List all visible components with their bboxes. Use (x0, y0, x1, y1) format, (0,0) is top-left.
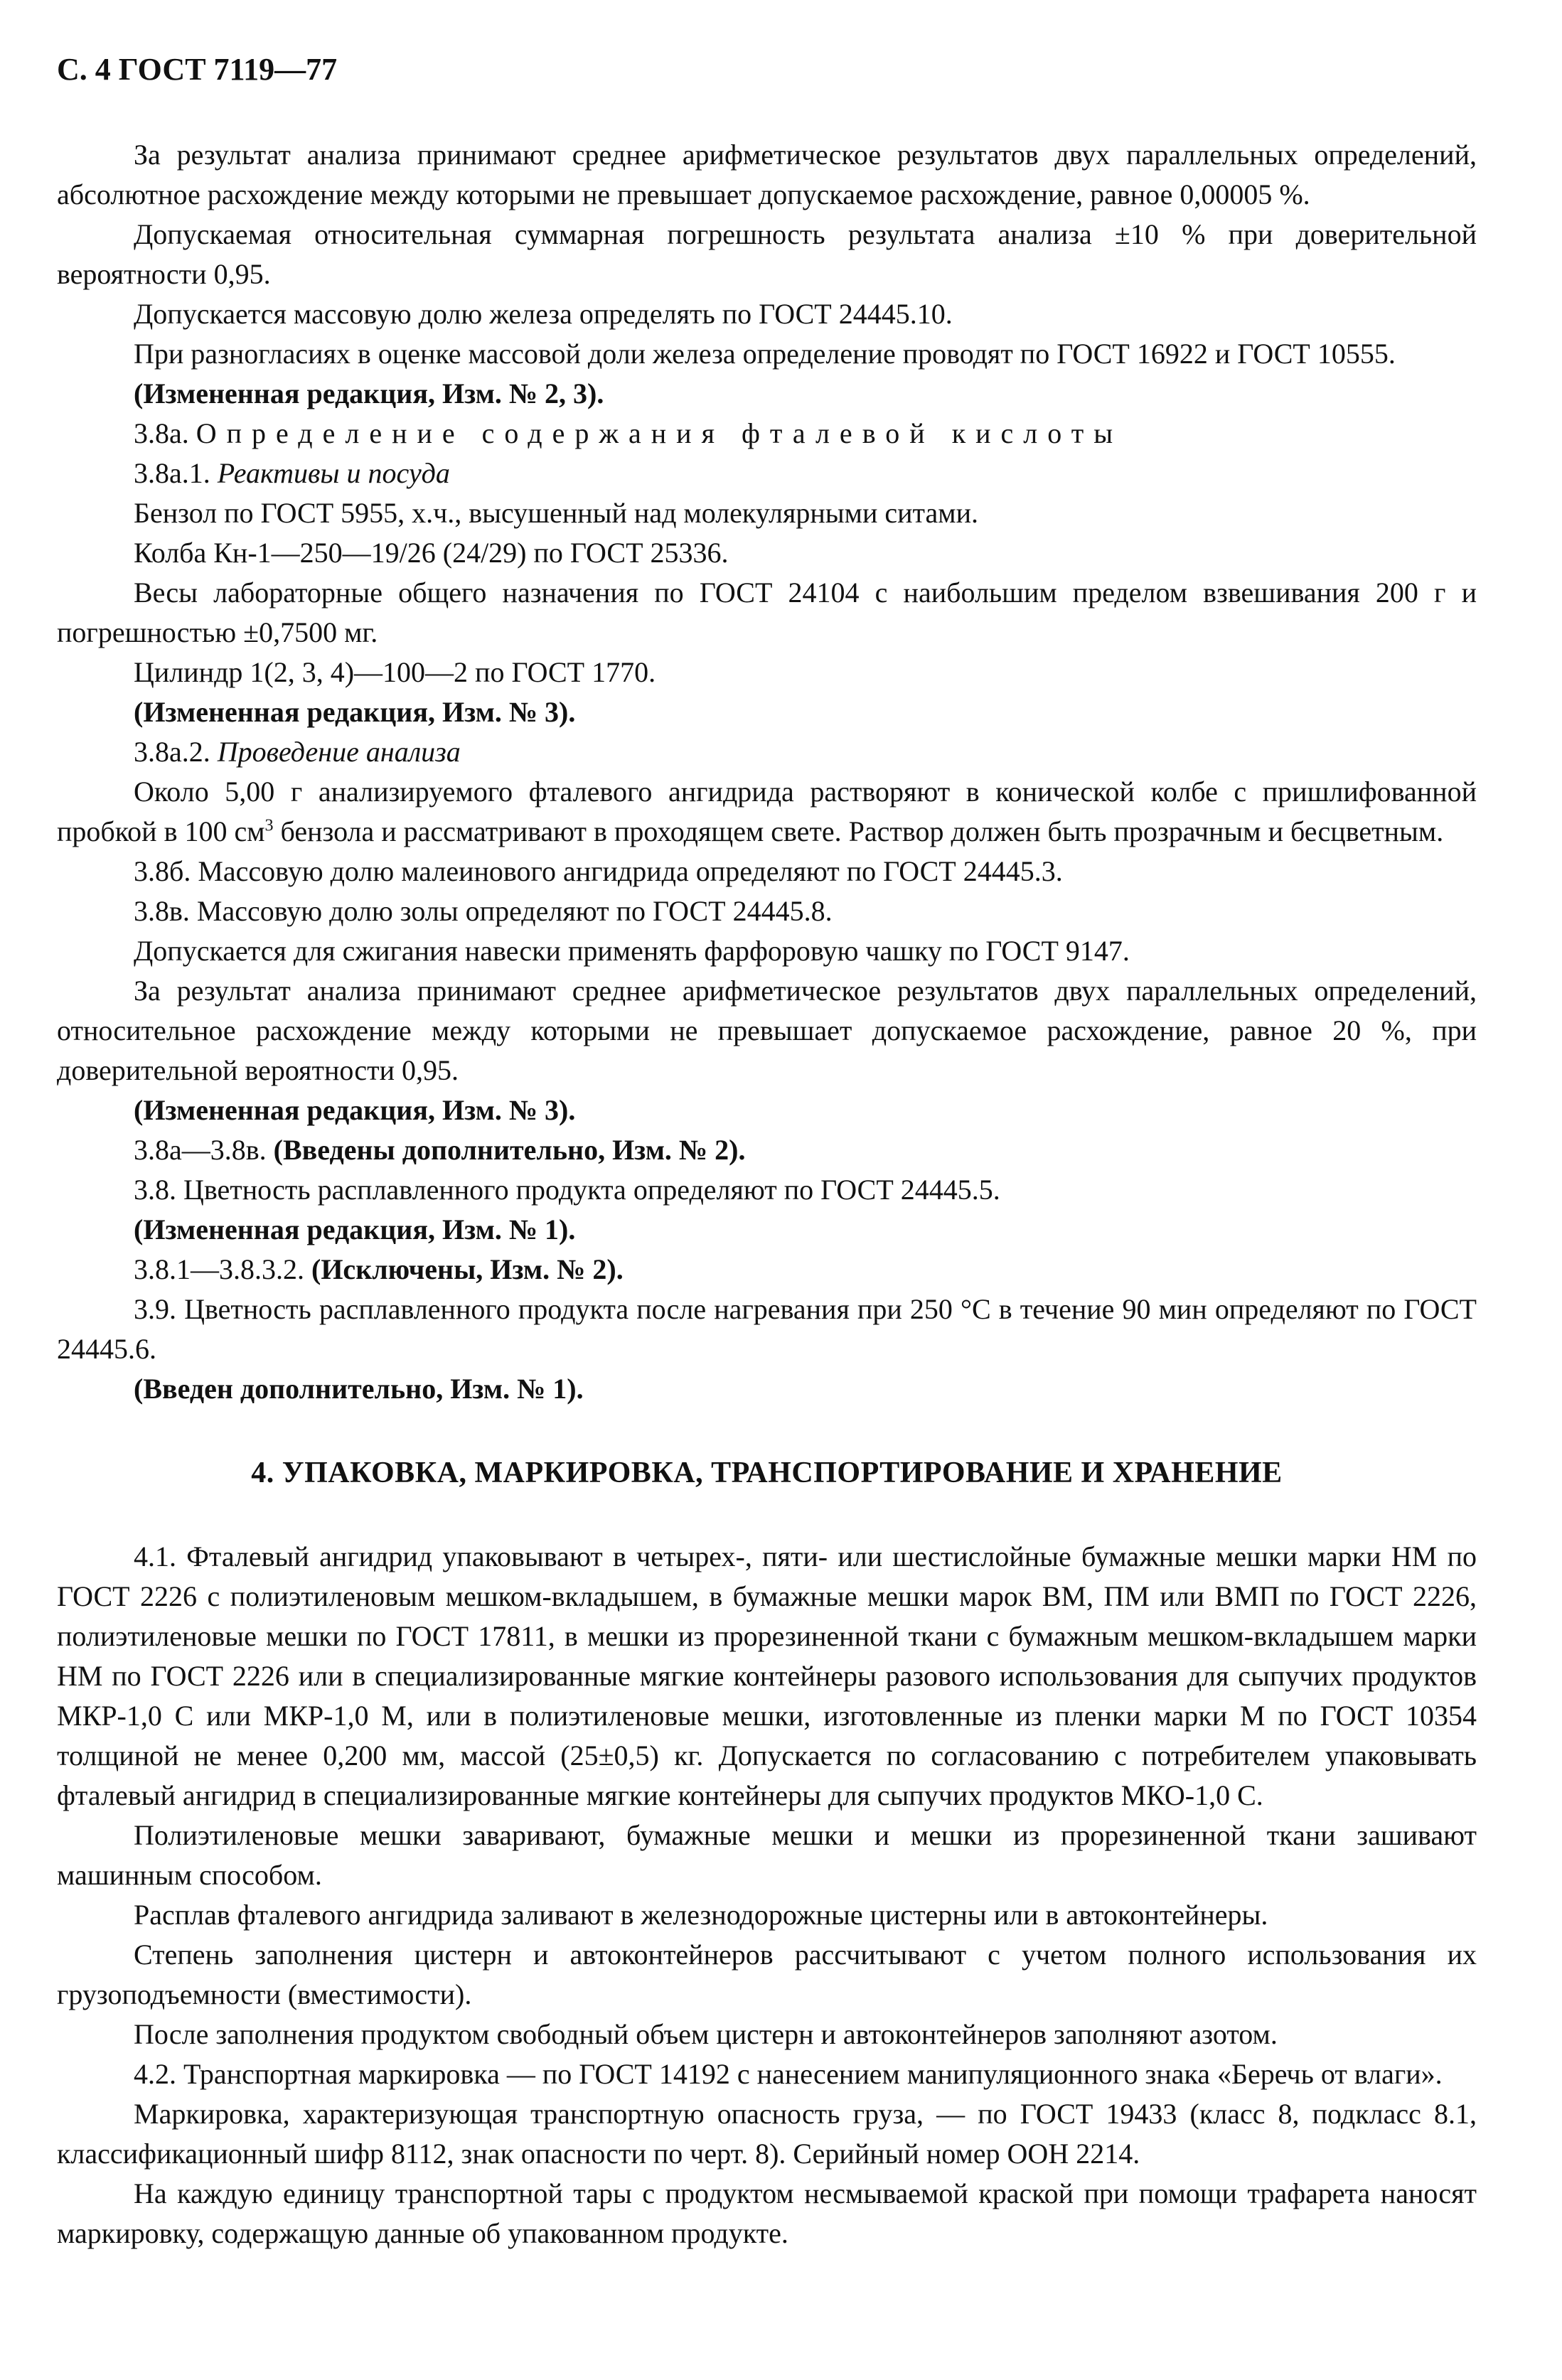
paragraph: Полиэтиленовые мешки заваривают, бумажные мешки и мешки из прорезиненной ткани зашивают машинным способом. (57, 1819, 1477, 1891)
text-part: Около 5,00 г анализируемого фталевого ангидрида растворяют в конической колбе с пришлифованной пробкой в 100 см (57, 776, 1477, 847)
paragraph: 3.8б. Массовую долю малеинового ангидрида определяют по ГОСТ 24445.3. (134, 855, 1063, 887)
paragraph: 4.1. Фталевый ангидрид упаковывают в четырех-, пяти- или шестислойные бумажные мешки марки НМ по ГОСТ 2226 с полиэтиленовым мешком-вкладышем, в бумажные мешки марок ВМ, ПМ или ВМП по ГОСТ 2226, полиэтиленовые мешки по ГОСТ 17811, в мешки из прорезиненной ткани с бумажным мешком-вкладышем марки НМ по ГОСТ 2226 или в специализированные мягкие контейнеры разового использования для сыпучих продуктов МКР-1,0 С или МКР-1,0 М, или в полиэтиленовые мешки, изготовленные из пленки марки М по ГОСТ 10354 толщиной не менее 0,200 мм, массой (25±0,5) кг. Допускается по согласованию с потребителем упаковывать фталевый ангидрид в специализированные мягкие контейнеры для сыпучих продуктов МКО-1,0 С. (57, 1540, 1477, 1811)
paragraph (57, 772, 1477, 852)
amendment-note: (Измененная редакция, Изм. № 3). (134, 1094, 576, 1126)
paragraph: Цилиндр 1(2, 3, 4)—100—2 по ГОСТ 1770. (134, 656, 656, 688)
paragraph: На каждую единицу транспортной тары с продуктом несмываемой краской при помощи трафарета наносят маркировку, содержащую данные об упакованном продукте. (57, 2177, 1477, 2249)
amendment-note (57, 1130, 1477, 1170)
clause-range: 3.8а—3.8в. (134, 1134, 267, 1166)
amendment-note: (Измененная редакция, Изм. № 2, 3). (134, 377, 604, 409)
paragraph: Допускается массовую долю железа определять по ГОСТ 24445.10. (134, 298, 953, 330)
paragraph: 3.9. Цветность расплавленного продукта после нагревания при 250 °С в течение 90 мин определяют по ГОСТ 24445.6. (57, 1293, 1477, 1365)
subclause-heading (57, 454, 1477, 493)
page-header: С. 4 ГОСТ 7119—77 (57, 52, 338, 87)
clause-range: 3.8.1—3.8.3.2. (134, 1253, 304, 1285)
clause-heading (57, 414, 1477, 454)
subclause-title: Проведение анализа (217, 736, 461, 768)
clause-number: 3.8а. (134, 417, 189, 449)
text-part: бензола и рассматривают в проходящем свете. Раствор должен быть прозрачным и бесцветным. (273, 815, 1444, 847)
paragraph: Допускаемая относительная суммарная погрешность результата анализа ±10 % при доверительной вероятности 0,95. (57, 218, 1477, 290)
amendment-text: (Исключены, Изм. № 2). (311, 1253, 624, 1285)
subclause-heading (57, 732, 1477, 772)
subclause-title: Реактивы и посуда (217, 457, 450, 489)
clause-title: Определение содержания фталевой кислоты (196, 417, 1123, 449)
paragraph: После заполнения продуктом свободный объем цистерн и автоконтейнеров заполняют азотом. (134, 2018, 1278, 2050)
paragraph: 4.2. Транспортная маркировка — по ГОСТ 14192 с нанесением манипуляционного знака «Беречь от влаги». (134, 2058, 1443, 2090)
amendment-text: (Введены дополнительно, Изм. № 2). (273, 1134, 746, 1166)
paragraph: При разногласиях в оценке массовой доли железа определение проводят по ГОСТ 16922 и ГОСТ 10555. (134, 338, 1396, 370)
amendment-note: (Измененная редакция, Изм. № 1). (134, 1213, 576, 1245)
paragraph: За результат анализа принимают среднее арифметическое результатов двух параллельных определений, абсолютное расхождение между которыми не превышает допускаемое расхождение, равное 0,00005 %. (57, 139, 1477, 210)
amendment-note: (Введен дополнительно, Изм. № 1). (134, 1373, 584, 1405)
subclause-number: 3.8а.1. (134, 457, 210, 489)
paragraph: 3.8в. Массовую долю золы определяют по ГОСТ 24445.8. (134, 895, 833, 927)
paragraph: Маркировка, характеризующая транспортную опасность груза, — по ГОСТ 19433 (класс 8, подкласс 8.1, классификационный шифр 8112, знак опасности по черт. 8). Серийный номер ООН 2214. (57, 2098, 1477, 2170)
paragraph: Колба Кн-1—250—19/26 (24/29) по ГОСТ 25336. (134, 537, 729, 569)
section-heading: 4. УПАКОВКА, МАРКИРОВКА, ТРАНСПОРТИРОВАНИЕ И ХРАНЕНИЕ (251, 1457, 1283, 1489)
paragraph: Допускается для сжигания навески применять фарфоровую чашку по ГОСТ 9147. (134, 935, 1130, 967)
paragraph: Бензол по ГОСТ 5955, х.ч., высушенный над молекулярными ситами. (134, 497, 978, 529)
paragraph: Расплав фталевого ангидрида заливают в железнодорожные цистерны или в автоконтейнеры. (134, 1899, 1268, 1931)
amendment-note: (Измененная редакция, Изм. № 3). (134, 696, 576, 728)
paragraph: За результат анализа принимают среднее арифметическое результатов двух параллельных определений, относительное расхождение между которыми не превышает допускаемое расхождение, равное 20 %, при доверительной вероятности 0,95. (57, 975, 1477, 1086)
superscript: 3 (264, 816, 274, 835)
subclause-number: 3.8а.2. (134, 736, 210, 768)
paragraph: 3.8. Цветность расплавленного продукта определяют по ГОСТ 24445.5. (134, 1174, 1000, 1206)
paragraph: Степень заполнения цистерн и автоконтейнеров рассчитывают с учетом полного использования их грузоподъемности (вместимости). (57, 1939, 1477, 2010)
paragraph: Весы лабораторные общего назначения по ГОСТ 24104 с наибольшим пределом взвешивания 200 г и погрешностью ±0,7500 мг. (57, 577, 1477, 648)
amendment-note (57, 1250, 1477, 1290)
